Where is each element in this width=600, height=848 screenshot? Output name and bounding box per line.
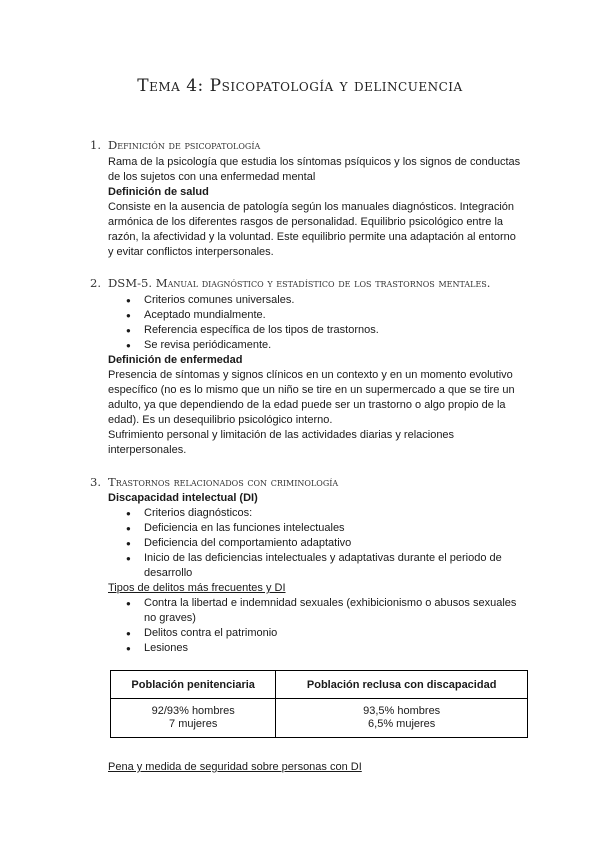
text-line: razón, la afectividad y la voluntad. Este equilibrio permite una adaptación al entorno: [108, 231, 516, 243]
cell-line: 6,5% mujeres: [368, 718, 436, 730]
subheading-di: Discapacidad intelectual (DI): [108, 492, 258, 504]
section-1-heading: [90, 138, 260, 152]
delitos-bullet-list: [108, 596, 528, 656]
list-item: ● Inicio de las deficiencias intelectuales y adaptativas durante el periodo de desarrollo: [108, 551, 528, 581]
section-3-body: [108, 491, 528, 656]
subheading-salud: Definición de salud: [108, 186, 209, 198]
text-line: y evitar conflictos interpersonales.: [108, 246, 274, 258]
list-item: ● Deficiencia en las funciones intelectuales: [108, 521, 528, 536]
text-line: interpersonales.: [108, 444, 187, 456]
text-line: específico (no es lo mismo que un niño se tire en un supermercado a que se tire un: [108, 384, 515, 396]
dsm-bullet-list: [108, 293, 528, 353]
cell-line: 92/93% hombres: [151, 705, 235, 717]
footer-underlined-heading: Pena y medida de seguridad sobre personas con DI: [108, 761, 362, 773]
section-number: 1.: [90, 138, 102, 152]
table-cell: [276, 699, 528, 738]
table-header-cell: Población reclusa con discapacidad: [276, 671, 528, 699]
list-item: ● Contra la libertad e indemnidad sexuales (exhibicionismo o abusos sexuales no graves): [108, 596, 528, 626]
text-line: Consiste en la ausencia de patología según los manuales diagnósticos. Integración: [108, 201, 515, 213]
section-2-heading: [90, 276, 490, 290]
text-line: edad). Es un desequilibrio psicológico interno.: [108, 414, 333, 426]
list-item: ● Se revisa periódicamente.: [108, 338, 528, 353]
text-line: adulto, ya que dependiendo de la edad puede ser un trastorno o algo propio de la: [108, 399, 506, 411]
list-item: ● Referencia específica de los tipos de trastornos.: [108, 323, 528, 338]
cell-line: 93,5% hombres: [363, 705, 441, 717]
subheading-enfermedad: Definición de enfermedad: [108, 354, 243, 366]
list-item: ● Criterios comunes universales.: [108, 293, 528, 308]
population-table: [110, 670, 528, 738]
list-item: ● Criterios diagnósticos:: [108, 506, 528, 521]
di-bullet-list: [108, 506, 528, 581]
table-header-row: [111, 671, 528, 699]
section-number: 2.: [90, 276, 102, 290]
section-title: DSM-5. Manual diagnóstico y estadístico de los trastornos mentales.: [108, 276, 491, 290]
table-header-cell: Población penitenciaria: [111, 671, 276, 699]
text-line: Sufrimiento personal y limitación de las actividades diarias y relaciones: [108, 429, 455, 441]
section-title: Trastornos relacionados con criminología: [108, 475, 339, 489]
text-line: armónica de los diferentes rasgos de personalidad. Equilibrio psicológico entre la: [108, 216, 504, 228]
section-1-body: [108, 155, 528, 260]
list-item: ● Deficiencia del comportamiento adaptativo: [108, 536, 528, 551]
text-line: Rama de la psicología que estudia los síntomas psíquicos y los signos de conductas: [108, 156, 521, 168]
cell-line: 7 mujeres: [169, 718, 218, 730]
list-item: ● Lesiones: [108, 641, 528, 656]
table-row: [111, 699, 528, 738]
text-line: Presencia de síntomas y signos clínicos en un contexto y en un momento evolutivo: [108, 369, 513, 381]
list-item: ● Delitos contra el patrimonio: [108, 626, 528, 641]
text-line: de los sujetos con una enfermedad mental: [108, 171, 316, 183]
list-item: ● Aceptado mundialmente.: [108, 308, 528, 323]
delitos-subtitle: Tipos de delitos más frecuentes y DI: [108, 582, 286, 594]
page-title: Tema 4: Psicopatología y delincuencia: [137, 76, 463, 96]
section-2-body: [108, 293, 528, 458]
table-cell: [111, 699, 276, 738]
section-title: Definición de psicopatología: [108, 138, 261, 152]
section-3-heading: [90, 475, 338, 489]
section-number: 3.: [90, 475, 102, 489]
